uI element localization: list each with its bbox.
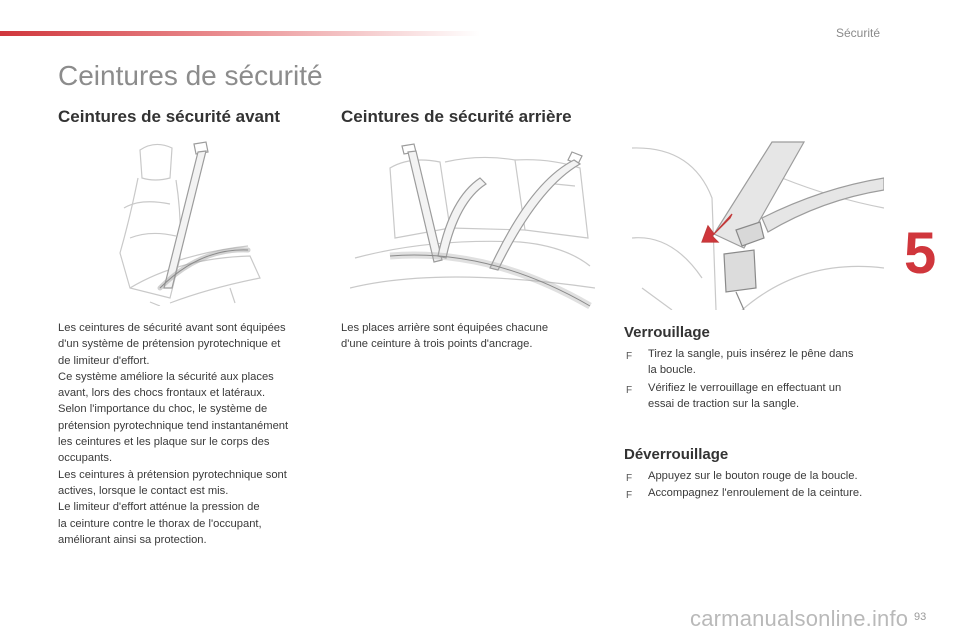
text-line: prétension pyrotechnique tend instantanément (58, 419, 289, 432)
list-item (624, 468, 904, 484)
page-number: 93 (914, 611, 927, 623)
text-line: Les ceintures de sécurité avant sont équipées (58, 322, 286, 334)
checkbox-bullet-icon: F (626, 473, 633, 484)
front-seat-illustration (110, 138, 270, 306)
locking-steps (624, 346, 894, 413)
front-belts-text (58, 320, 326, 548)
text-line: Le limiteur d'effort atténue la pression de (58, 501, 260, 514)
buckle-illustration (632, 138, 884, 310)
text-line: la boucle. (648, 364, 696, 377)
text-line: de limiteur d'effort. (58, 354, 150, 367)
chapter-number: 5 (904, 221, 937, 286)
list-item (624, 346, 894, 379)
list-item (624, 380, 894, 413)
watermark: carmanualsonline.info (690, 606, 909, 631)
checkbox-bullet-icon: F (626, 351, 633, 362)
rear-belts-heading: Ceintures de sécurité arrière (341, 107, 572, 126)
unlocking-steps (624, 468, 904, 503)
text-line: améliorant ainsi sa protection. (58, 533, 207, 546)
text-line: Les ceintures à prétension pyrotechnique sont (58, 468, 287, 481)
text-line: les ceintures et les plaque sur le corps des (58, 436, 270, 449)
page-title: Ceintures de sécurité (58, 60, 323, 91)
unlocking-heading: Déverrouillage (624, 446, 729, 463)
rear-belts-text (341, 320, 591, 353)
locking-heading: Verrouillage (624, 324, 710, 341)
text-line: Selon l'importance du choc, le système de (58, 403, 268, 416)
text-line: d'un système de prétension pyrotechnique et (58, 338, 281, 351)
text-line: Vérifiez le verrouillage en effectuant un (648, 381, 842, 394)
rear-seats-illustration (350, 138, 595, 310)
text-line: actives, lorsque le contact est mis. (58, 484, 229, 497)
text-line: occupants. (58, 452, 113, 465)
front-belts-heading: Ceintures de sécurité avant (58, 107, 281, 126)
checkbox-bullet-icon: F (626, 490, 633, 502)
text-line: d'une ceinture à trois points d'ancrage. (341, 338, 533, 351)
text-line: Accompagnez l'enroulement de la ceinture. (648, 487, 863, 500)
text-line: Ce système améliore la sécurité aux places (58, 370, 274, 383)
text-line: la ceinture contre le thorax de l'occupant, (58, 517, 262, 530)
text-line: avant, lors des chocs frontaux et latéraux. (58, 387, 266, 400)
text-line: Les places arrière sont équipées chacune (341, 322, 549, 334)
section-label: Sécurité (836, 26, 881, 40)
list-item (624, 485, 904, 501)
text-line: Tirez la sangle, puis insérez le pêne dans (648, 348, 854, 360)
checkbox-bullet-icon: F (626, 384, 633, 396)
header-accent-bar (0, 31, 480, 36)
text-line: essai de traction sur la sangle. (648, 397, 800, 410)
text-line: Appuyez sur le bouton rouge de la boucle. (648, 470, 858, 482)
